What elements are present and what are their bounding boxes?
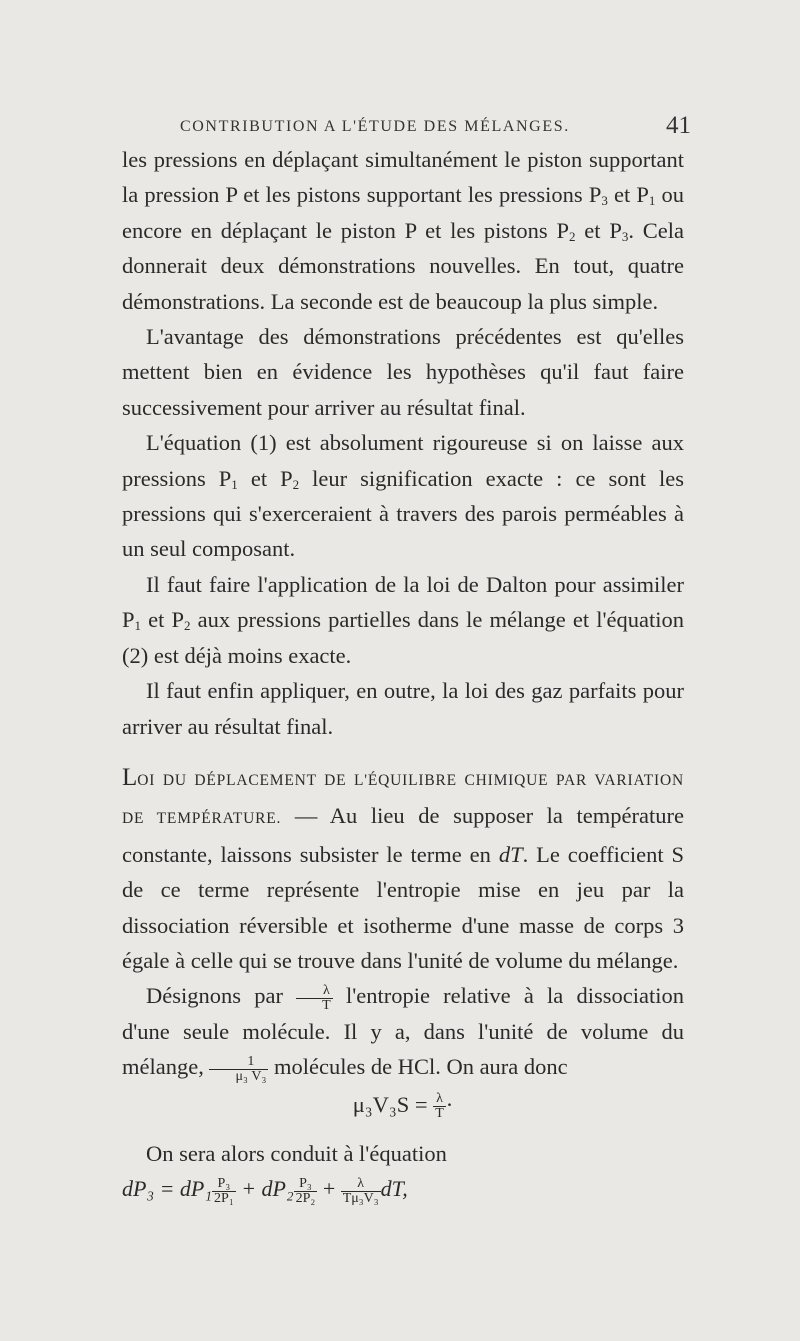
paragraph-2: L'avantage des démonstrations précédentes est qu'elles mettent bien en évidence les hypothèses qu'il faut faire successivement pour arriver au résultat final. xyxy=(122,324,684,420)
equation-1: μ₃V₃S = $\frac{\lambda}{T}$ · xyxy=(352,1090,454,1121)
drop-letter: L xyxy=(122,763,138,791)
section-heading-paragraph: LOI DU DÉPLACEMENT DE L'ÉQUILIBRE CHIMIQUE PAR VARIATION DE TEMPÉRATURE. — Au lieu de supposer la température constante, laissons subsister le terme en dT. Le coefficient S de ce terme représente l'entropie mise en jeu par la dissociation réversible et isotherme d'une masse de corps 3 égale à celle qui se trouve dans l'unité de volume du mélange. xyxy=(122,763,685,973)
paragraph-8: On sera alors conduit à l'équation xyxy=(146,1140,447,1166)
equation-2: dP₃ = dP₁ $\frac{\text{P₃}}{\text{2P₁}}$ + dP₂ $\frac{\text{P₃}}{\text{2P₂}}$ + $\frac{\lambda}{\text{Tμ₃V₃}}$ dT, xyxy=(122,1175,408,1206)
page-number: 41 xyxy=(666,112,691,139)
body-text xyxy=(122,142,684,1207)
section-title: OI DU DÉPLACEMENT DE L'ÉQUILIBRE CHIMIQUE PAR VARIATION DE TEMPÉRATURE. xyxy=(122,771,684,828)
paragraph-4: Il faut faire l'application de la loi de Dalton pour assimiler $P_1$ et $P_2$ aux pressions partielles dans le mélange et l'équation (2) est déjà moins exacte. xyxy=(122,571,684,668)
fraction-lambda-t: $\frac{\lambda}{T}$ xyxy=(296,984,333,1013)
paragraph-3: L'équation (1) est absolument rigoureuse si on laisse aux pressions $P_1$ et $P_2$ leur signification exacte : ce sont les pressions qui s'exerceraient à travers des parois perméables à un seul composant. xyxy=(122,430,684,562)
paragraph-5: Il faut enfin appliquer, en outre, la loi des gaz parfaits pour arriver au résultat final. xyxy=(122,678,684,739)
running-title: CONTRIBUTION A L'ÉTUDE DES MÉLANGES. xyxy=(180,118,570,135)
fraction-one-mu-v: $\frac{1}{\text{μ₃ V₃}}$ xyxy=(209,1055,268,1084)
paragraph-1: les pressions en déplaçant simultanément le piston supportant la pression P et les pistons supportant les pressions $P_3$ et $P_1$ ou encore en déplaçant le piston P et les pistons $P_2$ et $P_3$. Cela donnerait deux démonstrations nouvelles. En tout, quatre démonstrations. La seconde est de beaucoup la plus simple. xyxy=(122,147,684,314)
paragraph-7: Désignons par $\frac{\lambda}{T}$ l'entropie relative à la dissociation d'une seule molécule. Il y a, dans l'unité de volume du mélange, $\frac{1}{\text{μ₃ V₃}}$ molécules de HCl. On aura donc xyxy=(122,982,684,1084)
